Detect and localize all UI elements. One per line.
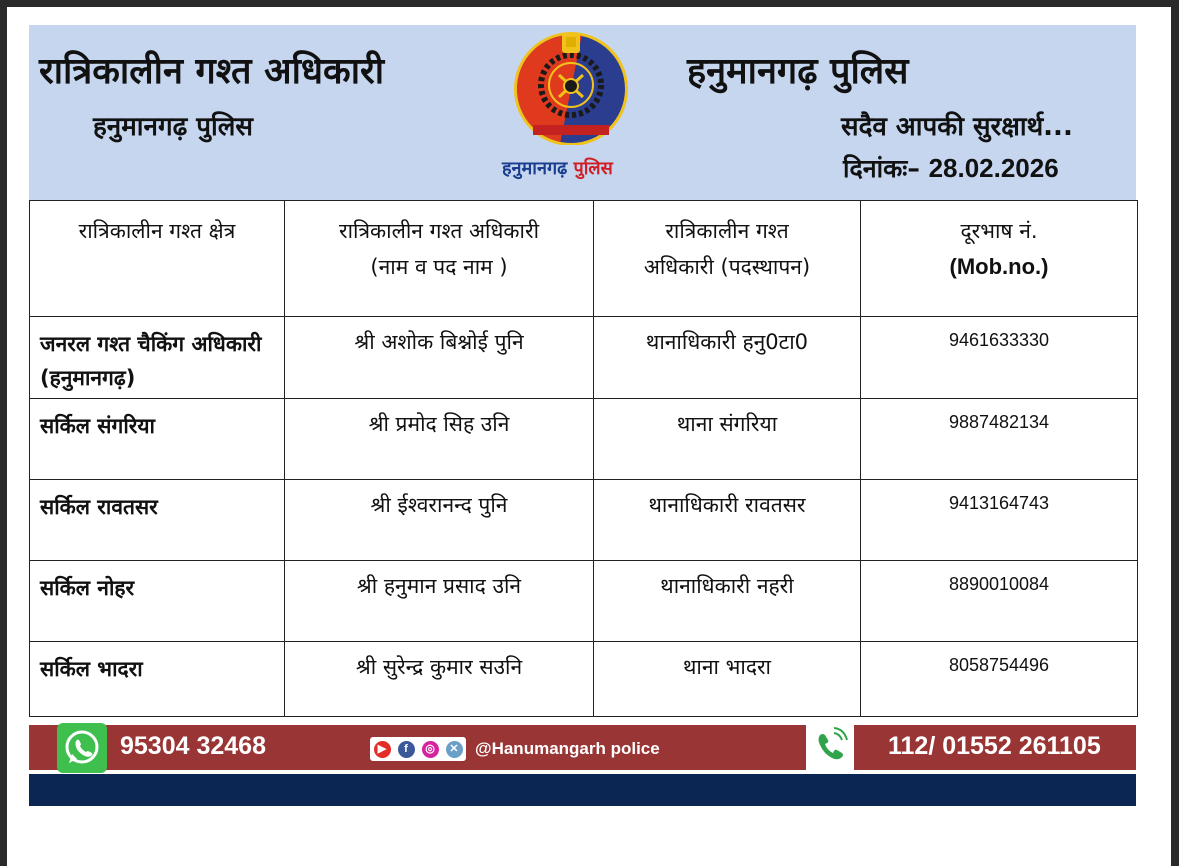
cell-officer: श्री हनुमान प्रसाद उनि — [285, 561, 594, 642]
cell-officer: श्री सुरेन्द्र कुमार सउनि — [285, 642, 594, 717]
cell-mobile: 8890010084 — [861, 561, 1138, 642]
whatsapp-icon — [57, 723, 107, 773]
table-row — [30, 480, 1138, 561]
header-motto: सदैव आपकी सुरक्षार्थ... — [841, 112, 1073, 142]
youtube-icon: ▶ — [374, 741, 391, 758]
table-row — [30, 642, 1138, 717]
header-posting: रात्रिकालीन गश्त अधिकारी (पदस्थापन) — [594, 201, 861, 317]
facebook-icon: f — [398, 741, 415, 758]
social-handle: @Hanumangarh police — [475, 739, 660, 758]
header-officer: रात्रिकालीन गश्त अधिकारी (नाम व पद नाम ) — [285, 201, 594, 317]
header-title-right: हनुमानगढ़ पुलिस — [687, 51, 909, 92]
header-phone: दूरभाष नं. (Mob.no.) — [861, 201, 1138, 317]
cell-mobile: 9461633330 — [861, 317, 1138, 399]
table-row — [30, 561, 1138, 642]
header-banner — [29, 25, 1136, 200]
cell-posting: थानाधिकारी हनु0टा0 — [594, 317, 861, 399]
table-row — [30, 317, 1138, 399]
cell-officer: श्री ईश्वरानन्द पुनि — [285, 480, 594, 561]
footer-blue-band — [29, 774, 1136, 806]
logo-caption — [502, 156, 613, 180]
table-row — [30, 399, 1138, 480]
patrol-officers-table — [29, 200, 1138, 717]
cell-area: सर्किल संगरिया — [30, 399, 285, 480]
cell-officer: श्री प्रमोद सिह उनि — [285, 399, 594, 480]
x-icon: ✕ — [446, 741, 463, 758]
cell-mobile: 9887482134 — [861, 399, 1138, 480]
cell-area: सर्किल भादरा — [30, 642, 285, 717]
cell-mobile: 9413164743 — [861, 480, 1138, 561]
date-value: 28.02.2026 — [928, 153, 1059, 183]
instagram-icon: ◎ — [422, 741, 439, 758]
cell-mobile: 8058754496 — [861, 642, 1138, 717]
whatsapp-number: 95304 32468 — [120, 732, 266, 760]
header-subtitle-left: हनुमानगढ़ पुलिस — [93, 112, 253, 142]
logo-caption-part1: हनुमानगढ़ — [502, 158, 574, 179]
cell-area: जनरल गश्त चैकिंग अधिकारी (हनुमानगढ़) — [30, 317, 285, 399]
cell-area: सर्किल नोहर — [30, 561, 285, 642]
header-title-left: रात्रिकालीन गश्त अधिकारी — [39, 51, 385, 92]
cell-posting: थानाधिकारी नहरी — [594, 561, 861, 642]
logo-caption-part2: पुलिस — [573, 158, 613, 179]
cell-posting: थाना भादरा — [594, 642, 861, 717]
header-area: रात्रिकालीन गश्त क्षेत्र — [30, 201, 285, 317]
police-emblem-logo — [511, 29, 631, 145]
cell-area: सर्किल रावतसर — [30, 480, 285, 561]
cell-posting: थाना संगरिया — [594, 399, 861, 480]
social-icons — [370, 737, 466, 761]
table-header-row — [30, 201, 1138, 317]
helpline-number: 112/ 01552 261105 — [888, 732, 1101, 760]
phone-icon — [806, 725, 854, 770]
date-label: दिनांकः– — [843, 154, 929, 183]
cell-posting: थानाधिकारी रावतसर — [594, 480, 861, 561]
cell-officer: श्री अशोक बिश्नोई पुनि — [285, 317, 594, 399]
header-date — [843, 151, 1059, 185]
